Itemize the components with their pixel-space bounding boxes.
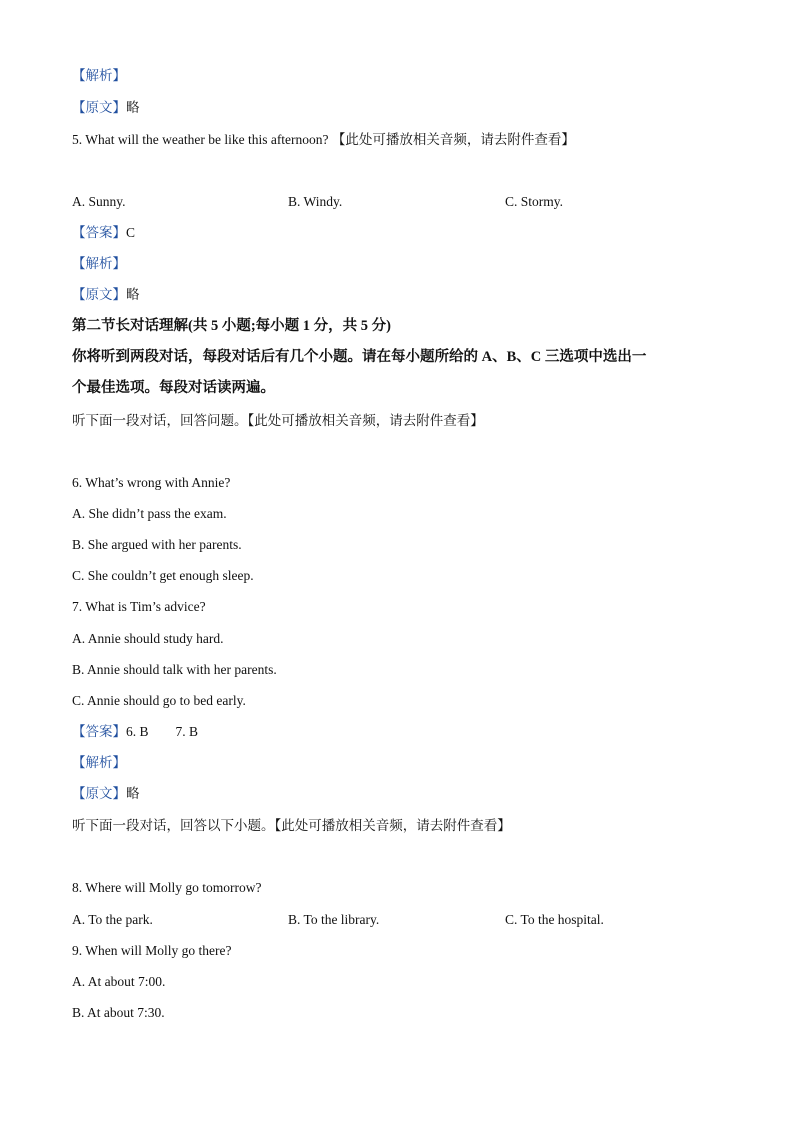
- original-label: 【原文】: [72, 100, 126, 115]
- q5-answer-line: [72, 224, 135, 242]
- section-title: 第二节长对话理解(共 5 小题;每小题 1 分，共 5 分): [72, 318, 391, 334]
- q5-original-line: [72, 286, 140, 304]
- question-9: 9. When will Molly go there?: [72, 943, 232, 958]
- question-5-text: 5. What will the weather be like this afternoon?: [72, 132, 329, 147]
- original-text: 略: [126, 287, 140, 302]
- original-label: 【原文】: [72, 287, 126, 302]
- q8-option-a: A. To the park.: [72, 912, 153, 927]
- analysis-label: 【解析】: [72, 256, 126, 271]
- q9-option-a: A. At about 7:00.: [72, 974, 166, 989]
- audio-note[interactable]: 【此处可播放相关音频，请去附件查看】: [331, 132, 575, 147]
- original-text: 略: [126, 100, 140, 115]
- q8-option-c: C. To the hospital.: [505, 912, 604, 927]
- q6-option-a: A. She didn’t pass the exam.: [72, 506, 227, 521]
- answer-label: 【答案】: [72, 724, 126, 739]
- analysis-label: 【解析】: [72, 68, 126, 83]
- original-label: 【原文】: [72, 786, 126, 801]
- q5-option-c: C. Stormy.: [505, 194, 564, 209]
- q7-option-a: A. Annie should study hard.: [72, 631, 224, 646]
- q5-option-a: A. Sunny.: [72, 194, 126, 209]
- question-8: 8. Where will Molly go tomorrow?: [72, 880, 262, 895]
- analysis-label: 【解析】: [72, 755, 126, 770]
- q9-option-b: B. At about 7:30.: [72, 1005, 165, 1020]
- q5-option-b: B. Windy.: [288, 194, 343, 209]
- section-instruction-2: 个最佳选项。每段对话读两遍。: [72, 380, 275, 396]
- section-instruction-1: 你将听到两段对话，每段对话后有几个小题。请在每小题所给的 A、B、C 三选项中选出一: [72, 349, 647, 365]
- answer-label: 【答案】: [72, 225, 126, 240]
- dialog1-answer-line: [72, 723, 198, 741]
- original-line: [72, 99, 140, 117]
- question-5: [72, 131, 575, 149]
- question-7: 7. What is Tim’s advice?: [72, 599, 206, 614]
- dialog1-original-line: [72, 785, 140, 803]
- q7-option-b: B. Annie should talk with her parents.: [72, 662, 277, 677]
- dialog1-intro-line: [72, 412, 484, 430]
- audio-note[interactable]: 【此处可播放相关音频，请去附件查看】: [247, 413, 484, 428]
- audio-note[interactable]: 【此处可播放相关音频，请去附件查看】: [274, 818, 511, 833]
- q5-analysis-line: [72, 255, 126, 273]
- dialog2-intro: 听下面一段对话，回答以下小题。: [72, 818, 275, 833]
- dialog1-intro: 听下面一段对话，回答问题。: [72, 413, 248, 428]
- dialog1-analysis-line: [72, 754, 126, 772]
- dialog2-intro-line: [72, 817, 511, 835]
- q8-option-b: B. To the library.: [288, 912, 380, 927]
- original-text: 略: [126, 786, 140, 801]
- q6-option-b: B. She argued with her parents.: [72, 537, 242, 552]
- q6-option-c: C. She couldn’t get enough sleep.: [72, 568, 254, 583]
- answer-value: 6. B 7. B: [126, 724, 199, 739]
- q7-option-c: C. Annie should go to bed early.: [72, 693, 246, 708]
- analysis-line: [72, 67, 126, 85]
- answer-value: C: [126, 225, 136, 240]
- question-6: 6. What’s wrong with Annie?: [72, 475, 231, 490]
